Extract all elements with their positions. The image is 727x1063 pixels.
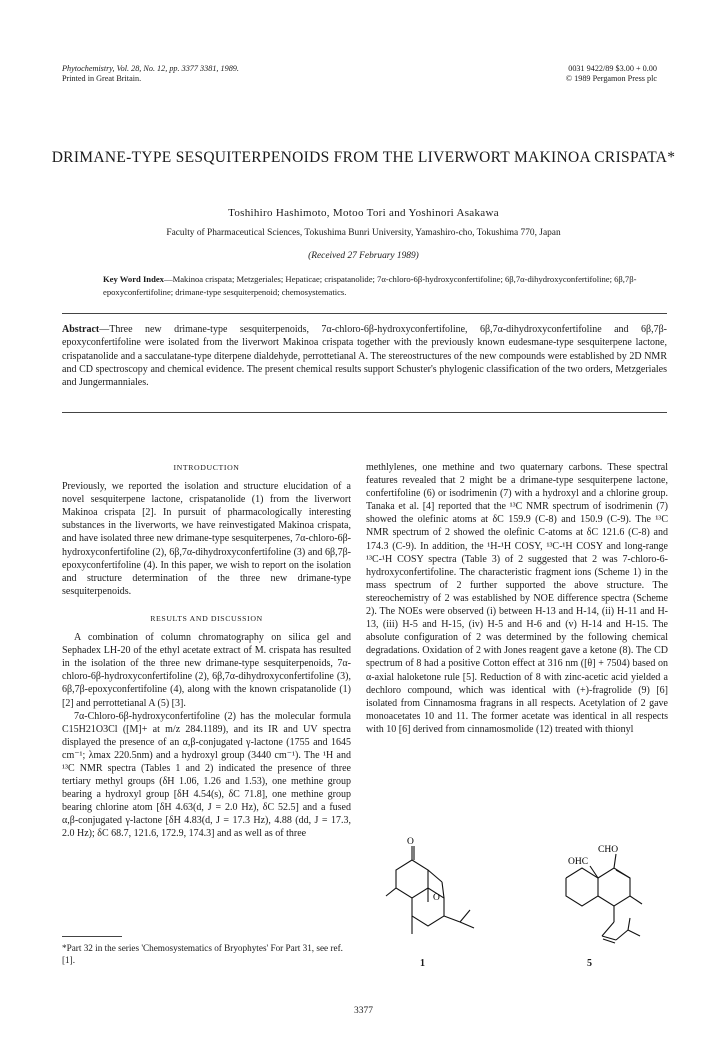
structure-5 (538, 840, 668, 960)
atom-label-o-top: O (407, 837, 414, 847)
abstract (62, 323, 667, 389)
structure-1 (372, 838, 502, 958)
page-number: 3377 (354, 1006, 373, 1016)
keyword-text: —Makinoa crispata; Metzgeriales; Hepaticae; crispatanolide; 7α-chloro-6β-hydroxyconfertifoline; 6β,7α-dihydroxyconfertifoline; 6β,7β-epoxyconfertifoline; drimane-type sesquiterpenoid; chemosystematics. (103, 274, 637, 297)
journal-header-left (62, 64, 239, 84)
abstract-bottom-rule (62, 412, 667, 413)
atom-label-cho: CHO (598, 845, 619, 855)
right-column (366, 461, 668, 736)
results-continued-text: methlylenes, one methine and two quaternary carbons. These spectral features revealed that 2 might be a drimane-type sesquiterpene lactone, confertifoline (6) or isodrimenin (7) with a hydroxyl and a chlorine group. Tanaka et al. [4] reported that the ¹³C NMR spectrum of isodrimenin (7) showed the olefinic atoms at δC 159.9 (C-8) and 150.9 (C-9). The ¹³C NMR spectrum of 2 showed the olefinic C-atoms at δC 121.6 (C-8) and 174.3 (C-9). In addition, the ¹H-¹H COSY, ¹³C-¹H COSY and long-range ¹³C-¹H COSY spectra (Table 3) of 2 suggested that 2 was 7-chloro-6-hydroxyconfertifoline. The characteristic fragment ions (Scheme 1) in the mass spectrum of 2 further supported the above structure. The stereochemistry of 2 was established by NOE difference spectra (Scheme 2). The NOEs were observed (i) between H-13 and H-14, (ii) H-11 and H-13, (iii) H-5 and H-15, (iv) H-5 and H-6 and (v) H-14 and H-15. The absolute configuration of 2 was determined by the following chemical degradations. Oxidation of 2 with Jones reagent gave a ketone (8). The CD spectrum of 8 had a positive Cotton effect at 316 nm ([θ] + 7504) based on α-axial haloketone rule [5]. Reduction of 8 with zinc-acetic acid yielded a dechloro compound, which was identical with (+)-fragrolide (9) [6] isolated from Cinnamosma fragrans in all respects. Acetylation of 2 gave monoacetates 10 and 11. The former acetate was identical in all respects with 10 [6] derived from cinnamosmolide (12) treated with thionyl (366, 462, 668, 735)
printed-in: Printed in Great Britain. (62, 74, 142, 83)
issn-code: 0031 9422/89 $3.00 + 0.00 (568, 64, 657, 73)
copyright: © 1989 Pergamon Press plc (565, 74, 657, 83)
authors: Toshihiro Hashimoto, Motoo Tori and Yoshinori Asakawa (228, 207, 499, 219)
results-heading: RESULTS AND DISCUSSION (150, 613, 263, 623)
abstract-text: —Three new drimane-type sesquiterpenoids, 7α-chloro-6β-hydroxyconfertifoline, 6β,7α-dihydroxyconfertifoline and 6β,7β-epoxyconfertifoline were isolated from the liverwort Makinoa crispata together with the previously known eudesmane-type sesquiterpene lactone, crispatanolide and a sacculatane-type diterpene dialdehyde, perrottetianal A. The stereostructures of the new compounds were established by 2D NMR and CD spectroscopy and chemical evidence. The present chemical results support Schuster's phylogenic classification of the two orders, Metzgeriales and Jungermanniales. (62, 324, 667, 389)
atom-label-o-ring: O (433, 893, 440, 903)
abstract-top-rule (62, 313, 667, 314)
left-column (62, 461, 351, 841)
structure-1-drawing (372, 838, 502, 948)
footnote: *Part 32 in the series 'Chemosystematics of Bryophytes' For Part 31, see ref. [1]. (62, 943, 343, 965)
keyword-index (103, 273, 663, 298)
structure-5-drawing (538, 840, 668, 955)
results-paragraph-1: A combination of column chromatography on silica gel and Sephadex LH-20 of the ethyl acetate extract of M. crispata has resulted in the isolation of the three new drimane-type sesquiterpenoids, 7α-chloro-6β-hydroxyconfertifoline (2), 6β,7α-dihydroxyconfertifoline (3), 6β,7β-epoxyconfertifoline (4), along with the known crispatanolide (1) [2] and perrottetianal A (5) [3]. (62, 632, 351, 709)
introduction-heading: INTRODUCTION (173, 463, 240, 472)
affiliation: Faculty of Pharmaceutical Sciences, Tokushima Bunri University, Yamashiro-cho, Tokushima 770, Japan (166, 228, 561, 238)
compound-label-5: 5 (587, 958, 592, 969)
atom-label-ohc: OHC (568, 857, 589, 867)
keyword-label: Key Word Index (103, 274, 164, 284)
introduction-text: Previously, we reported the isolation and structure elucidation of a novel sesquiterpene lactone, crispatanolide (1) from the liverwort Makinoa crispata [2]. In pursuit of pharmacologically interesting substances in the liverworts, we have reinvestigated Makinoa crispata, and have isolated three new drimane-type sesquiterpenes, 7α-chloro-6β-hydroxyconfertifoline (2), 6β,7α-dihydroxyconfertifoline (3) and 6β,7β-epoxyconfertifoline (4). In this paper, we wish to report on the isolation and structure determination of the three new drimane-type sesquiterpenoids. (62, 481, 351, 597)
received-date: (Received 27 February 1989) (308, 251, 419, 261)
paper-title: DRIMANE-TYPE SESQUITERPENOIDS FROM THE LIVERWORT MAKINOA CRISPATA* (51, 149, 676, 166)
journal-header-right (566, 64, 657, 84)
journal-citation: Phytochemistry, Vol. 28, No. 12, pp. 3377 3381, 1989. (62, 64, 239, 73)
compound-label-1: 1 (420, 958, 425, 969)
footnote-rule (62, 936, 122, 937)
results-paragraph-2: 7α-Chloro-6β-hydroxyconfertifoline (2) has the molecular formula C15H21O3Cl ([M]+ at m/z 284.1189), and its IR and UV spectra displayed the presence of an α,β-conjugated γ-lactone (1755 and 1645 cm⁻¹; λmax 220.5nm) and a hydroxyl group (3440 cm⁻¹). The ¹H and ¹³C NMR spectra (Tables 1 and 2) indicated the presence of three tertiary methyl groups (δH 1.06, 1.26 and 1.53), one methine group bearing a hydroxyl group [δH 4.54(s), δC 71.8], one methine group bearing chlorine atom [δH 4.63(d, J = 2.0 Hz), δC 52.5] and a fused α,β-conjugated γ-lactone [δH 4.83(d, J = 17.3 Hz), 4.88 (dd, J = 17.3, 2.0 Hz); δC 68.7, 121.6, 172.9, 174.3] and as well as of three (62, 710, 351, 840)
abstract-label: Abstract (62, 324, 100, 335)
